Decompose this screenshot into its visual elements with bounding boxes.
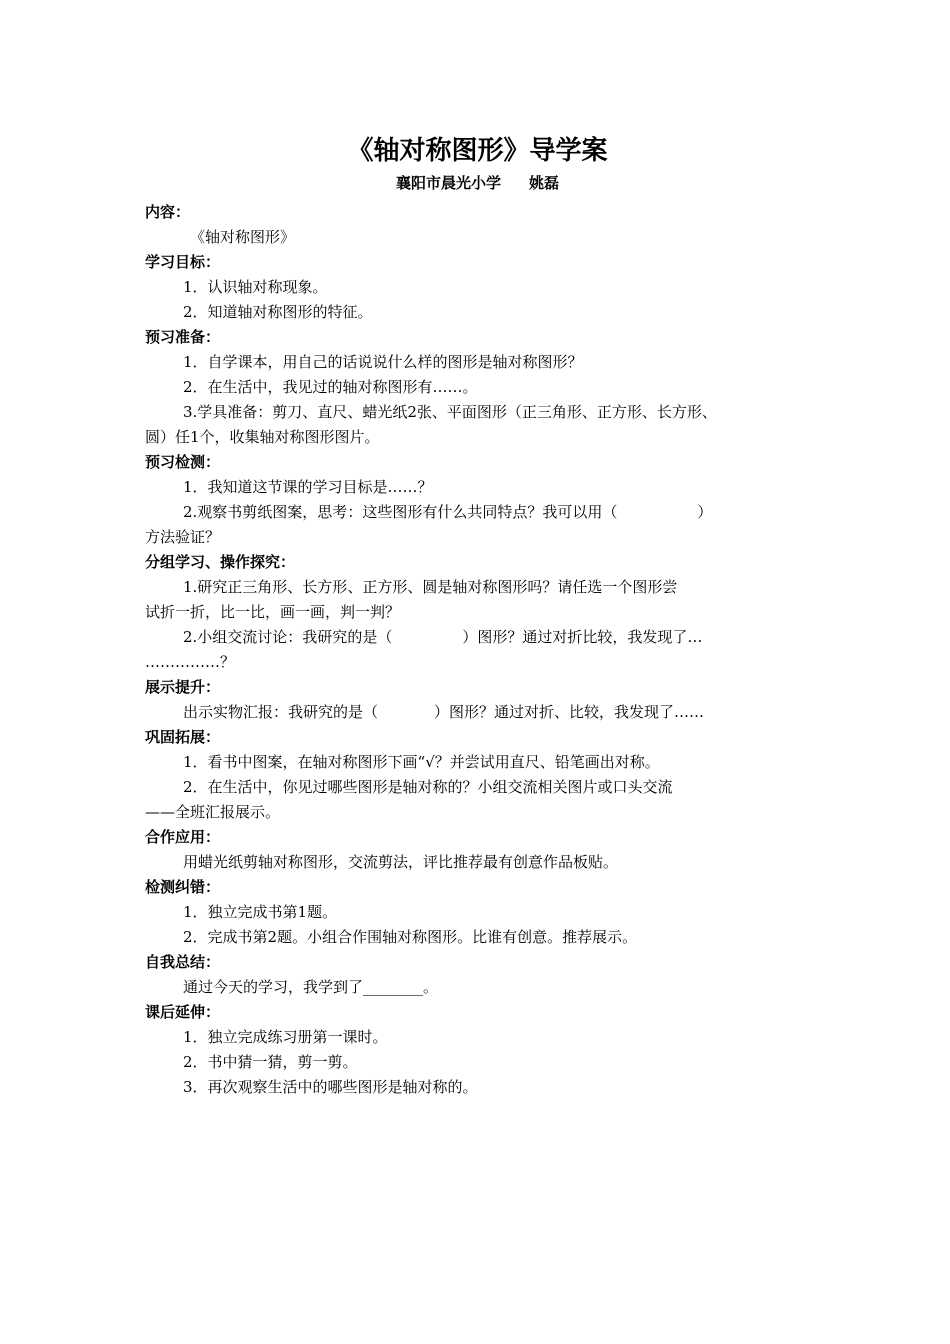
section-heading-content: 内容： bbox=[145, 203, 191, 221]
correct-line-2: 2．完成书第2题。小组合作围轴对称图形。比谁有创意。推荐展示。 bbox=[183, 928, 638, 946]
section-heading-consolidate: 巩固拓展： bbox=[145, 728, 221, 746]
section-heading-correct: 检测纠错： bbox=[145, 878, 221, 896]
consolidate-line-1: 1．看书中图案，在轴对称图形下画“√？并尝试用直尺、铅笔画出对称。 bbox=[183, 753, 660, 771]
check-line-3: 方法验证？ bbox=[145, 528, 221, 546]
prep-line-2: 2．在生活中，我见过的轴对称图形有……。 bbox=[183, 378, 478, 396]
section-heading-apply: 合作应用： bbox=[145, 828, 221, 846]
prep-line-3: 3.学具准备：剪刀、直尺、蜡光纸2张、平面图形（正三角形、正方形、长方形、 bbox=[183, 403, 717, 421]
section-heading-show: 展示提升： bbox=[145, 678, 221, 696]
show-line-1-rest: ）图形？通过对折、比较，我发现了…… bbox=[434, 703, 705, 721]
show-line-1-text: 出示实物汇报：我研究的是（ bbox=[183, 703, 379, 721]
check-line-2-close: ） bbox=[697, 503, 713, 521]
apply-line-1: 用蜡光纸剪轴对称图形，交流剪法，评比推荐最有创意作品板贴。 bbox=[183, 853, 619, 871]
check-line-2-text: 2.观察书剪纸图案，思考：这些图形有什么共同特点？我可以用（ bbox=[183, 503, 618, 521]
goal-line-1: 1．认识轴对称现象。 bbox=[183, 278, 328, 296]
correct-line-1: 1．独立完成书第1题。 bbox=[183, 903, 338, 921]
section-heading-summary: 自我总结： bbox=[145, 953, 221, 971]
author-name: 姚磊 bbox=[529, 174, 560, 192]
check-line-2 bbox=[145, 500, 810, 525]
check-line-1: 1．我知道这节课的学习目标是……？ bbox=[183, 478, 433, 496]
goal-line-2: 2．知道轴对称图形的特征。 bbox=[183, 303, 373, 321]
explore-line-3 bbox=[145, 625, 810, 650]
prep-line-1: 1．自学课本，用自己的话说说什么样的图形是轴对称图形？ bbox=[183, 353, 583, 371]
explore-line-2: 试折一折，比一比，画一画，判一判？ bbox=[145, 603, 401, 621]
explore-line-4: ……………？ bbox=[145, 653, 236, 671]
summary-line-1: 通过今天的学习，我学到了________。 bbox=[183, 978, 439, 996]
section-heading-check: 预习检测： bbox=[145, 453, 221, 471]
author-line bbox=[145, 170, 810, 196]
consolidate-line-2: 2．在生活中，你见过哪些图形是轴对称的？小组交流相关图片或口头交流 bbox=[183, 778, 673, 796]
document-page bbox=[145, 132, 810, 1100]
extend-line-3: 3．再次观察生活中的哪些图形是轴对称的。 bbox=[183, 1078, 478, 1096]
extend-line-2: 2．书中猜一猜，剪一剪。 bbox=[183, 1053, 358, 1071]
extend-line-1: 1．独立完成练习册第一课时。 bbox=[183, 1028, 388, 1046]
prep-line-4: 圆）任1个，收集轴对称图形图片。 bbox=[145, 428, 380, 446]
content-line: 《轴对称图形》 bbox=[190, 228, 296, 246]
section-heading-explore: 分组学习、操作探究： bbox=[145, 553, 296, 571]
author-school: 襄阳市晨光小学 bbox=[395, 174, 501, 192]
explore-line-3-text: 2.小组交流讨论：我研究的是（ bbox=[183, 628, 393, 646]
explore-line-1: 1.研究正三角形、长方形、正方形、圆是轴对称图形吗？请任选一个图形尝 bbox=[183, 578, 678, 596]
consolidate-line-3: ——全班汇报展示。 bbox=[145, 803, 281, 821]
explore-line-3-rest: ）图形？通过对折比较，我发现了… bbox=[462, 628, 703, 646]
page-title: 《轴对称图形》导学案 bbox=[347, 136, 608, 166]
section-heading-extend: 课后延伸： bbox=[145, 1003, 221, 1021]
section-heading-prep: 预习准备： bbox=[145, 328, 221, 346]
show-line-1 bbox=[145, 700, 810, 725]
section-heading-goals: 学习目标： bbox=[145, 253, 221, 271]
